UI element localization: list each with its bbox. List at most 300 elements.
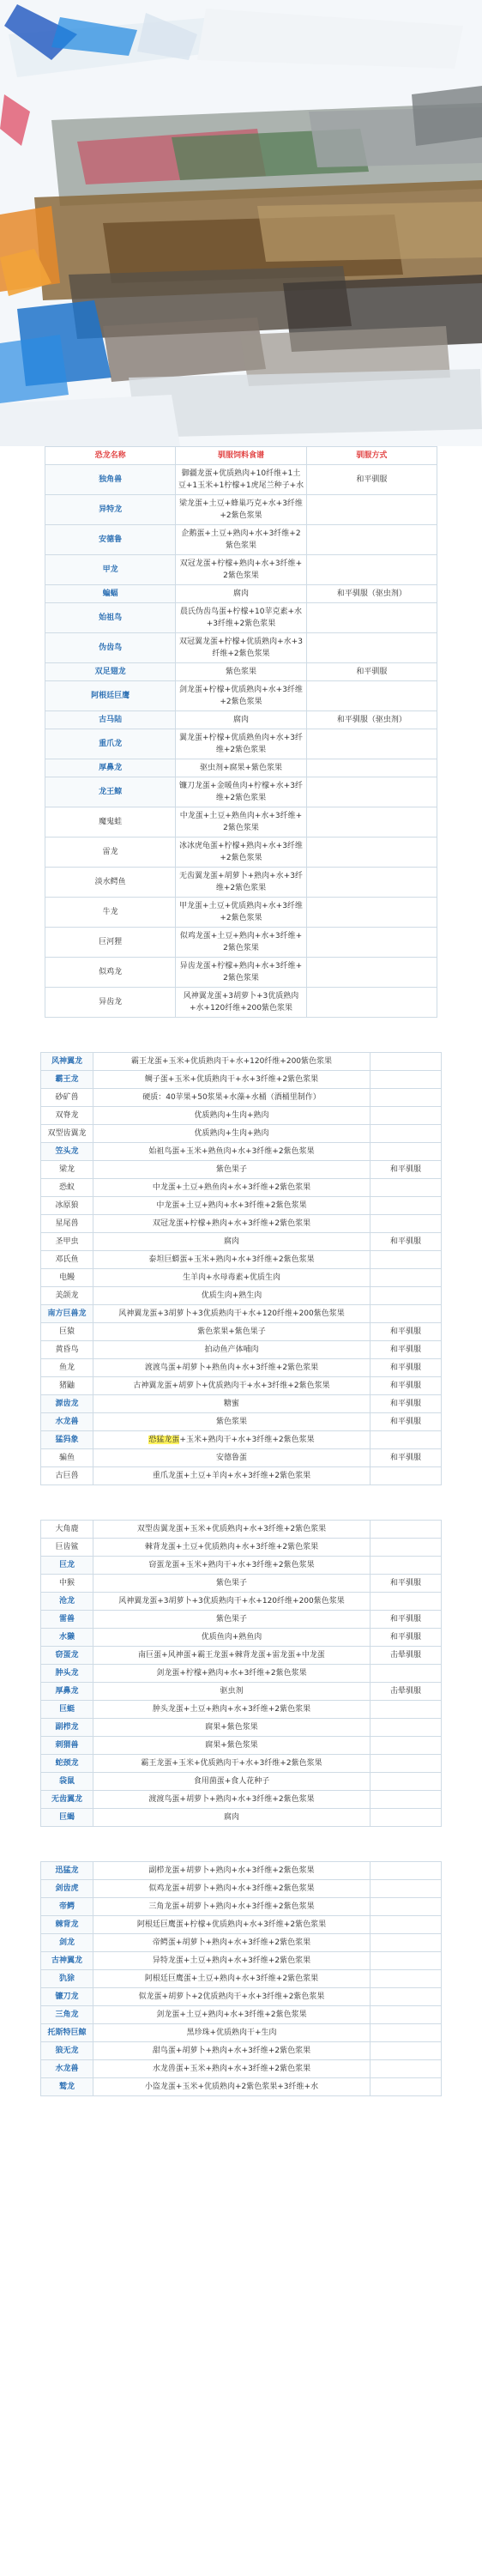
dino-name[interactable]: 厚鼻龙 <box>41 1683 93 1701</box>
table-row <box>41 2078 442 2096</box>
table-row <box>45 928 437 958</box>
dino-name[interactable]: 古马陆 <box>45 711 176 729</box>
dino-name: 雷龙 <box>45 838 176 868</box>
taming-food: 肿头龙蛋+土豆+熟肉+水+3纤维+2紫色浆果 <box>93 1701 371 1719</box>
taming-food: 甜鸟蛋+胡萝卜+熟肉+水+3纤维+2紫色浆果 <box>93 2042 371 2060</box>
taming-method <box>371 1952 442 1970</box>
taming-food: 渡渡鸟蛋+胡萝卜+熟鱼肉+水+3纤维+2紫色浆果 <box>93 1359 371 1377</box>
taming-method: 和平驯服 <box>371 1161 442 1179</box>
table-row <box>41 1611 442 1629</box>
taming-food: 似鸡龙蛋+土豆+熟肉+水+3纤维+2紫色浆果 <box>176 928 306 958</box>
taming-food: 梁龙蛋+土豆+蜂巢巧克+水+3纤维+2紫色浆果 <box>176 495 306 525</box>
table-row <box>41 1215 442 1233</box>
taming-method: 和平驯服 <box>371 1323 442 1341</box>
taming-method: 和平驯服 <box>371 1629 442 1647</box>
taming-food: 驱虫剂+腐果+紫色浆果 <box>176 759 306 777</box>
table-header-row <box>45 447 437 465</box>
taming-method <box>306 988 437 1018</box>
taming-food: 紫色浆果+紫色果子 <box>93 1323 371 1341</box>
dino-name: 似鸡龙 <box>45 958 176 988</box>
dino-name: 骗鱼 <box>41 1449 93 1467</box>
table-row <box>41 1683 442 1701</box>
taming-food: 阿根廷巨鹰蛋+土豆+熟肉+水+3纤维+2紫色浆果 <box>93 1970 371 1988</box>
table-row <box>41 1323 442 1341</box>
taming-food: 中龙蛋+土豆+熟肉+水+3纤维+2紫色浆果 <box>93 1197 371 1215</box>
taming-method <box>371 1988 442 2006</box>
table-row <box>41 1647 442 1665</box>
taming-method <box>371 1305 442 1323</box>
table-row <box>41 1233 442 1251</box>
taming-method <box>371 1773 442 1791</box>
dino-name: 砂矿兽 <box>41 1089 93 1107</box>
header-food: 驯服饲料食谱 <box>176 447 306 465</box>
taming-method <box>371 1431 442 1449</box>
dino-name: 星尾兽 <box>41 1215 93 1233</box>
taming-table <box>45 446 437 1018</box>
taming-food: 御疆龙蛋+优质熟肉+10纤维+1土豆+1玉米+1柠檬+1虎尾兰种子+水 <box>176 465 306 495</box>
dino-name[interactable]: 蝙蝠 <box>45 585 176 603</box>
dino-name[interactable]: 古神翼龙 <box>41 1952 93 1970</box>
table-row <box>41 2024 442 2042</box>
table-row <box>41 1071 442 1089</box>
taming-food: 腐果+紫色浆果 <box>93 1719 371 1737</box>
taming-table <box>40 1052 442 1485</box>
table-row <box>41 1449 442 1467</box>
taming-tables <box>0 446 482 2148</box>
dino-name[interactable]: 副栉龙 <box>41 1719 93 1737</box>
table-row <box>45 465 437 495</box>
taming-method <box>306 603 437 633</box>
table-row <box>41 1395 442 1413</box>
dino-name[interactable]: 伪齿鸟 <box>45 633 176 663</box>
dino-name[interactable]: 水龙兽 <box>41 2060 93 2078</box>
dino-name[interactable]: 迅猛龙 <box>41 1862 93 1880</box>
taming-food: 异齿龙蛋+柠檬+熟肉+水+3纤维+2紫色浆果 <box>176 958 306 988</box>
taming-method <box>371 1665 442 1683</box>
dino-name[interactable]: 无齿翼龙 <box>41 1791 93 1809</box>
dino-name[interactable]: 蛇颈龙 <box>41 1755 93 1773</box>
table-row <box>41 1952 442 1970</box>
taming-food: 食用菌蛋+食人花种子 <box>93 1773 371 1791</box>
taming-food: 阿根廷巨鹰蛋+柠檬+优质熟肉+水+3纤维+2紫色浆果 <box>93 1916 371 1934</box>
taming-method <box>306 525 437 555</box>
taming-method <box>371 2006 442 2024</box>
taming-method: 和平驯服 <box>306 663 437 681</box>
taming-method <box>371 1593 442 1611</box>
table-row <box>41 1629 442 1647</box>
table-row <box>45 525 437 555</box>
dino-name: 巨猿 <box>41 1323 93 1341</box>
table-row <box>41 1557 442 1575</box>
taming-method: 和平驯服 <box>371 1377 442 1395</box>
dino-name[interactable]: 剑龙 <box>41 1934 93 1952</box>
taming-food: 拍动鱼产体哺肉 <box>93 1341 371 1359</box>
taming-food: 优质熟肉+生肉+熟肉 <box>93 1125 371 1143</box>
taming-method <box>371 1898 442 1916</box>
dino-name: 恐蚁 <box>41 1179 93 1197</box>
taming-method <box>371 1251 442 1269</box>
table-row <box>45 555 437 585</box>
table-row <box>45 711 437 729</box>
taming-method <box>306 958 437 988</box>
table-row <box>45 759 437 777</box>
taming-food: 恐猛龙蛋+玉米+熟肉干+水+3纤维+2紫色浆果 <box>93 1431 371 1449</box>
taming-food: 棘背龙蛋+土豆+优质熟肉+水+3纤维+2紫色浆果 <box>93 1539 371 1557</box>
dino-name[interactable]: 水獭 <box>41 1629 93 1647</box>
table-row <box>41 1143 442 1161</box>
taming-method <box>371 1791 442 1809</box>
taming-food: 黑珍珠+优质熟肉干+生肉 <box>93 2024 371 2042</box>
dino-name: 圣甲虫 <box>41 1233 93 1251</box>
table-row <box>41 1809 442 1827</box>
table-row <box>41 1287 442 1305</box>
taming-food: 晨氏伪齿鸟蛋+柠檬+10苹克素+水+3纤维+2紫色浆果 <box>176 603 306 633</box>
table-row <box>45 898 437 928</box>
taming-food: 无齿翼龙蛋+胡萝卜+熟肉+水+3纤维+2紫色浆果 <box>176 868 306 898</box>
taming-food: 腐肉 <box>176 585 306 603</box>
dino-name: 淡水鳄鱼 <box>45 868 176 898</box>
taming-method <box>371 1125 442 1143</box>
table-row <box>41 1539 442 1557</box>
taming-food: 企鹅蛋+土豆+熟肉+水+3纤维+2紫色浆果 <box>176 525 306 555</box>
table-row <box>41 1359 442 1377</box>
taming-method <box>371 2042 442 2060</box>
taming-method: 和平驯服（驱虫剂） <box>306 711 437 729</box>
dino-name[interactable]: 厚鼻龙 <box>45 759 176 777</box>
taming-method <box>371 1287 442 1305</box>
taming-food: 窃蛋龙蛋+玉米+熟肉干+水+3纤维+2紫色浆果 <box>93 1557 371 1575</box>
table-row <box>41 1377 442 1395</box>
dino-name[interactable]: 剑齿虎 <box>41 1880 93 1898</box>
taming-method: 和平驯服（驱虫剂） <box>306 585 437 603</box>
dino-name[interactable]: 猛犸象 <box>41 1431 93 1449</box>
taming-food: 驱虫剂 <box>93 1683 371 1701</box>
dino-name: 双脊龙 <box>41 1107 93 1125</box>
dino-name: 牛龙 <box>45 898 176 928</box>
taming-method <box>371 1737 442 1755</box>
table-row <box>41 1467 442 1485</box>
hero-painting <box>0 0 482 446</box>
taming-method <box>371 1557 442 1575</box>
dino-name[interactable]: 刺猬兽 <box>41 1737 93 1755</box>
table-row <box>41 1161 442 1179</box>
dino-name: 大角鹿 <box>41 1521 93 1539</box>
table-row <box>41 1197 442 1215</box>
taming-method <box>306 633 437 663</box>
taming-food: 风神翼龙蛋+3胡萝卜+3优质熟肉干+水+120纤维+200紫色浆果 <box>93 1593 371 1611</box>
taming-method: 和平驯服 <box>371 1449 442 1467</box>
table-row <box>45 958 437 988</box>
taming-food: 腐肉 <box>93 1809 371 1827</box>
table-row <box>41 1791 442 1809</box>
dino-name[interactable]: 龙王鲸 <box>45 777 176 807</box>
dino-name[interactable]: 霸王龙 <box>41 1071 93 1089</box>
taming-food: 始祖鸟蛋+玉米+熟鱼肉+水+3纤维+2紫色浆果 <box>93 1143 371 1161</box>
taming-food: 生羊肉+水母毒素+优质生肉 <box>93 1269 371 1287</box>
dino-name[interactable]: 重爪龙 <box>45 729 176 759</box>
dino-name[interactable]: 三角龙 <box>41 2006 93 2024</box>
table-row <box>41 1916 442 1934</box>
taming-method <box>371 1755 442 1773</box>
taming-food: 翼龙蛋+柠檬+优质熟鱼肉+水+3纤维+2紫色浆果 <box>176 729 306 759</box>
taming-method: 和平驯服 <box>371 1413 442 1431</box>
taming-table <box>40 1520 442 1827</box>
dino-name[interactable]: 风神翼龙 <box>41 1053 93 1071</box>
taming-food: 中龙蛋+土豆+熟鱼肉+水+3纤维+2紫色浆果 <box>93 1179 371 1197</box>
dino-name[interactable]: 笠头龙 <box>41 1143 93 1161</box>
taming-method <box>371 1107 442 1125</box>
taming-food: 镰刀龙蛋+金暖鱼肉+柠檬+水+3纤维+2紫色浆果 <box>176 777 306 807</box>
taming-food: 风神翼龙蛋+3胡萝卜+3优质熟肉+水+120纤维+200紫色浆果 <box>176 988 306 1018</box>
table-row <box>41 1053 442 1071</box>
table-row <box>45 838 437 868</box>
taming-food: 剑龙蛋+柠檬+优质熟肉+水+3纤维+2紫色浆果 <box>176 681 306 711</box>
dino-name: 黄昏鸟 <box>41 1341 93 1359</box>
table-row <box>45 807 437 838</box>
taming-method: 和平驯服 <box>371 1575 442 1593</box>
taming-food: 剑龙蛋+柠檬+熟肉+水+3纤维+2紫色浆果 <box>93 1665 371 1683</box>
table-row <box>41 1431 442 1449</box>
taming-method <box>306 807 437 838</box>
taming-food: 剑龙蛋+土豆+熟肉+水+3纤维+2紫色浆果 <box>93 2006 371 2024</box>
table-row <box>45 633 437 663</box>
taming-food: 鲷子蛋+玉米+优质熟肉干+水+3纤维+2紫色浆果 <box>93 1071 371 1089</box>
table-row <box>41 1719 442 1737</box>
taming-method <box>371 1089 442 1107</box>
table-row <box>41 1341 442 1359</box>
taming-method <box>371 1916 442 1934</box>
taming-food: 紫色浆果 <box>176 663 306 681</box>
dino-name[interactable]: 始祖鸟 <box>45 603 176 633</box>
taming-food: 南巨蛋+风神蛋+霸王龙蛋+棘背龙蛋+雷龙蛋+中龙蛋 <box>93 1647 371 1665</box>
taming-food: 紫色果子 <box>93 1161 371 1179</box>
dino-name[interactable]: 独角兽 <box>45 465 176 495</box>
header-name: 恐龙名称 <box>45 447 176 465</box>
taming-method: 和平驯服 <box>371 1233 442 1251</box>
table-row <box>41 1413 442 1431</box>
taming-food: 似龙蛋+胡萝卜+2优质熟肉干+水+3纤维+2紫色浆果 <box>93 1988 371 2006</box>
taming-food: 紫色浆果 <box>93 1413 371 1431</box>
table-row <box>45 495 437 525</box>
taming-food: 优质熟肉+生肉+熟肉 <box>93 1107 371 1125</box>
table-row <box>41 1970 442 1988</box>
taming-food: 泰坦巨蟒蛋+玉米+熟肉+水+3纤维+2紫色浆果 <box>93 1251 371 1269</box>
dino-name[interactable]: 雷兽 <box>41 1611 93 1629</box>
dino-name[interactable]: 帝鳄 <box>41 1898 93 1916</box>
taming-method <box>371 1521 442 1539</box>
taming-method <box>371 2078 442 2096</box>
dino-name: 巨齿鲨 <box>41 1539 93 1557</box>
table-row <box>41 1107 442 1125</box>
taming-method <box>371 1215 442 1233</box>
dino-name: 双型齿翼龙 <box>41 1125 93 1143</box>
taming-food: 霸王龙蛋+玉米+优质熟肉干+水+120纤维+200紫色浆果 <box>93 1053 371 1071</box>
taming-food: 双冠翼龙蛋+柠檬+优质熟肉+水+3纤维+2紫色浆果 <box>176 633 306 663</box>
taming-food: 风神翼龙蛋+3胡萝卜+3优质熟肉干+水+120纤维+200紫色浆果 <box>93 1305 371 1323</box>
table-row <box>41 2042 442 2060</box>
taming-method: 和平驯服 <box>371 1359 442 1377</box>
dino-name: 异齿龙 <box>45 988 176 1018</box>
dino-name[interactable]: 棘背龙 <box>41 1916 93 1934</box>
taming-food: 硬质：40苹果+50浆果+水藻+水桶（酒桶里制作） <box>93 1089 371 1107</box>
taming-food: 糖蜜 <box>93 1395 371 1413</box>
taming-method <box>371 1197 442 1215</box>
table-row <box>41 1773 442 1791</box>
taming-method <box>371 1934 442 1952</box>
table-row <box>45 603 437 633</box>
table-row <box>41 1701 442 1719</box>
taming-food: 安德鲁蛋 <box>93 1449 371 1467</box>
taming-method <box>371 1970 442 1988</box>
taming-method <box>371 2024 442 2042</box>
taming-food: 冰冰虎龟蛋+柠檬+熟肉+水+3纤维+2紫色浆果 <box>176 838 306 868</box>
taming-method <box>306 777 437 807</box>
dino-name[interactable]: 甲龙 <box>45 555 176 585</box>
taming-food: 中龙蛋+土豆+熟鱼肉+水+3纤维+2紫色浆果 <box>176 807 306 838</box>
table-row <box>41 1575 442 1593</box>
taming-food: 重爪龙蛋+土豆+羊肉+水+3纤维+2紫色浆果 <box>93 1467 371 1485</box>
taming-method <box>306 759 437 777</box>
taming-food: 似鸡龙蛋+胡萝卜+熟肉+水+3纤维+2紫色浆果 <box>93 1880 371 1898</box>
taming-method <box>371 1539 442 1557</box>
taming-method <box>371 1071 442 1089</box>
table-row <box>41 1089 442 1107</box>
taming-method: 和平驯服 <box>306 465 437 495</box>
taming-food: 优质鱼肉+熟鱼肉 <box>93 1629 371 1647</box>
table-row <box>41 1737 442 1755</box>
taming-method <box>371 1809 442 1827</box>
taming-method <box>371 1269 442 1287</box>
taming-table <box>40 1861 442 2096</box>
dino-name[interactable]: 双足翅龙 <box>45 663 176 681</box>
table-row <box>41 1269 442 1287</box>
dino-name: 魔鬼蛙 <box>45 807 176 838</box>
dino-name[interactable]: 安德鲁 <box>45 525 176 555</box>
table-row <box>45 868 437 898</box>
table-row <box>45 585 437 603</box>
dino-name: 鱼龙 <box>41 1359 93 1377</box>
taming-food: 古神翼龙蛋+胡萝卜+优质熟肉干+水+3纤维+2紫色浆果 <box>93 1377 371 1395</box>
table-row <box>41 1934 442 1952</box>
table-row <box>41 1988 442 2006</box>
dino-name[interactable]: 阿根廷巨鹰 <box>45 681 176 711</box>
taming-food: 小盗龙蛋+玉米+优质熟肉+2紫色浆果+3纤维+水 <box>93 2078 371 2096</box>
dino-name[interactable]: 沧龙 <box>41 1593 93 1611</box>
taming-food: 帝鳄蛋+胡萝卜+熟肉+水+3纤维+2紫色浆果 <box>93 1934 371 1952</box>
table-row <box>45 681 437 711</box>
table-row <box>41 1880 442 1898</box>
taming-food: 霸王龙蛋+玉米+优质熟肉干+水+3纤维+2紫色浆果 <box>93 1755 371 1773</box>
taming-food: 渡渡鸟蛋+胡萝卜+熟肉+水+3纤维+2紫色浆果 <box>93 1791 371 1809</box>
table-row <box>41 1179 442 1197</box>
taming-method <box>371 1880 442 1898</box>
dino-name[interactable]: 巨龙 <box>41 1557 93 1575</box>
taming-food: 腐肉 <box>176 711 306 729</box>
table-row <box>45 777 437 807</box>
dino-name: 巨河狸 <box>45 928 176 958</box>
taming-food: 紫色果子 <box>93 1611 371 1629</box>
dino-name[interactable]: 窃蛋龙 <box>41 1647 93 1665</box>
taming-method: 和平驯服 <box>371 1611 442 1629</box>
taming-method <box>306 838 437 868</box>
taming-food: 副栉龙蛋+胡萝卜+熟肉+水+3纤维+2紫色浆果 <box>93 1862 371 1880</box>
taming-food: 紫色果子 <box>93 1575 371 1593</box>
taming-method <box>306 729 437 759</box>
taming-method <box>371 1053 442 1071</box>
table-row <box>41 1251 442 1269</box>
dino-name[interactable]: 犰狳 <box>41 1970 93 1988</box>
taming-method <box>371 1719 442 1737</box>
dino-name[interactable]: 源齿龙 <box>41 1395 93 1413</box>
taming-food: 三角龙蛋+胡萝卜+熟肉+水+3纤维+2紫色浆果 <box>93 1898 371 1916</box>
taming-food: 甲龙蛋+土豆+优质熟肉+水+3纤维+2紫色浆果 <box>176 898 306 928</box>
dino-name: 邓氏鱼 <box>41 1251 93 1269</box>
table-row <box>41 2006 442 2024</box>
table-row <box>41 2060 442 2078</box>
dino-name[interactable]: 镰刀龙 <box>41 1988 93 2006</box>
taming-method: 击晕驯服 <box>371 1683 442 1701</box>
dino-name: 中猴 <box>41 1575 93 1593</box>
dino-name: 梁龙 <box>41 1161 93 1179</box>
dino-name[interactable]: 水龙兽 <box>41 1413 93 1431</box>
dino-name[interactable]: 异特龙 <box>45 495 176 525</box>
table-row <box>45 988 437 1018</box>
taming-method <box>306 928 437 958</box>
header-method: 驯服方式 <box>306 447 437 465</box>
taming-method: 和平驯服 <box>371 1341 442 1359</box>
dino-name[interactable]: 南方巨兽龙 <box>41 1305 93 1323</box>
dino-name: 古巨兽 <box>41 1467 93 1485</box>
dino-name[interactable]: 肿头龙 <box>41 1665 93 1683</box>
taming-method <box>371 1467 442 1485</box>
table-row <box>41 1862 442 1880</box>
taming-food: 双冠龙蛋+柠檬+熟肉+水+3纤维+2紫色浆果 <box>176 555 306 585</box>
taming-method <box>371 1179 442 1197</box>
taming-method <box>371 1143 442 1161</box>
dino-name: 冰原狼 <box>41 1197 93 1215</box>
table-row <box>41 1755 442 1773</box>
taming-food: 双型齿翼龙蛋+玉米+优质熟肉+水+3纤维+2紫色浆果 <box>93 1521 371 1539</box>
taming-food: 水龙兽蛋+玉米+熟肉+水+3纤维+2紫色浆果 <box>93 2060 371 2078</box>
taming-food: 腐肉 <box>93 1233 371 1251</box>
table-row <box>41 1665 442 1683</box>
table-row <box>45 729 437 759</box>
taming-food: 双冠龙蛋+柠檬+熟肉+水+3纤维+2紫色浆果 <box>93 1215 371 1233</box>
dino-name: 电鳗 <box>41 1269 93 1287</box>
dino-name[interactable]: 巨蜓 <box>41 1701 93 1719</box>
taming-method <box>306 898 437 928</box>
dino-name[interactable]: 托斯特巨鲸 <box>41 2024 93 2042</box>
taming-method <box>306 555 437 585</box>
dino-name: 美颌龙 <box>41 1287 93 1305</box>
taming-food: 腐果+紫色浆果 <box>93 1737 371 1755</box>
taming-method <box>306 495 437 525</box>
dino-name[interactable]: 巨蝎 <box>41 1809 93 1827</box>
dino-name[interactable]: 狼无龙 <box>41 2042 93 2060</box>
table-row <box>41 1125 442 1143</box>
table-row <box>45 663 437 681</box>
taming-method <box>306 681 437 711</box>
taming-method <box>371 1701 442 1719</box>
taming-method <box>306 868 437 898</box>
taming-method: 击晕驯服 <box>371 1647 442 1665</box>
table-row <box>41 1521 442 1539</box>
table-row <box>41 1898 442 1916</box>
dino-name[interactable]: 袋鼠 <box>41 1773 93 1791</box>
brushstroke-painting <box>0 0 482 446</box>
dino-name[interactable]: 鹫龙 <box>41 2078 93 2096</box>
dino-name: 猪鼬 <box>41 1377 93 1395</box>
